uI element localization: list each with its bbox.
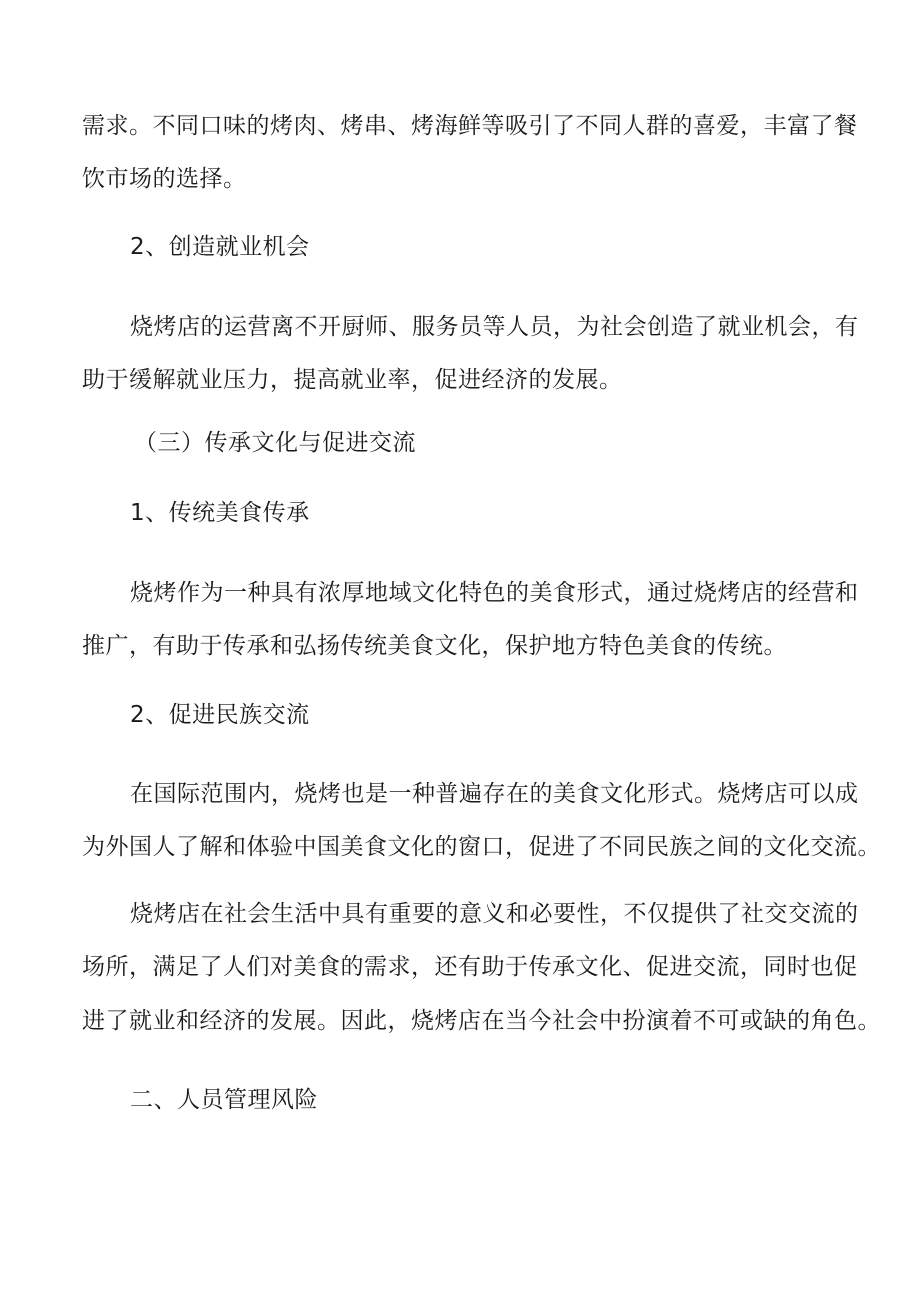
paragraph-line: 烧烤作为一种具有浓厚地域文化特色的美食形式，通过烧烤店的经营和 <box>130 580 859 606</box>
paragraph-line: 推广，有助于传承和弘扬传统美食文化，保护地方特色美食的传统。 <box>82 633 787 659</box>
heading-tradition: 1、传统美食传承 <box>130 500 310 526</box>
heading-create-jobs: 2、创造就业机会 <box>130 234 310 260</box>
paragraph-line: 场所，满足了人们对美食的需求，还有助于传承文化、促进交流，同时也促 <box>82 954 858 980</box>
paragraph-line: 在国际范围内，烧烤也是一种普遍存在的美食文化形式。烧烤店可以成 <box>130 781 859 807</box>
heading-ethnic-exchange: 2、促进民族交流 <box>130 702 310 728</box>
section-heading-three: （三）传承文化与促进交流 <box>134 430 416 456</box>
paragraph-line: 为外国人了解和体验中国美食文化的窗口，促进了不同民族之间的文化交流。 <box>82 834 881 860</box>
paragraph-line: 烧烤店的运营离不开厨师、服务员等人员，为社会创造了就业机会，有 <box>130 314 859 340</box>
paragraph-line: 饮市场的选择。 <box>82 166 247 192</box>
paragraph-line: 助于缓解就业压力，提高就业率，促进经济的发展。 <box>82 367 623 393</box>
paragraph-line: 进了就业和经济的发展。因此，烧烤店在当今社会中扮演着不可或缺的角色。 <box>82 1008 881 1034</box>
paragraph-line: 烧烤店在社会生活中具有重要的意义和必要性，不仅提供了社交交流的 <box>130 901 859 927</box>
heading-part-two: 二、人员管理风险 <box>130 1087 318 1113</box>
paragraph-line: 需求。不同口味的烤肉、烤串、烤海鲜等吸引了不同人群的喜爱，丰富了餐 <box>82 113 858 139</box>
